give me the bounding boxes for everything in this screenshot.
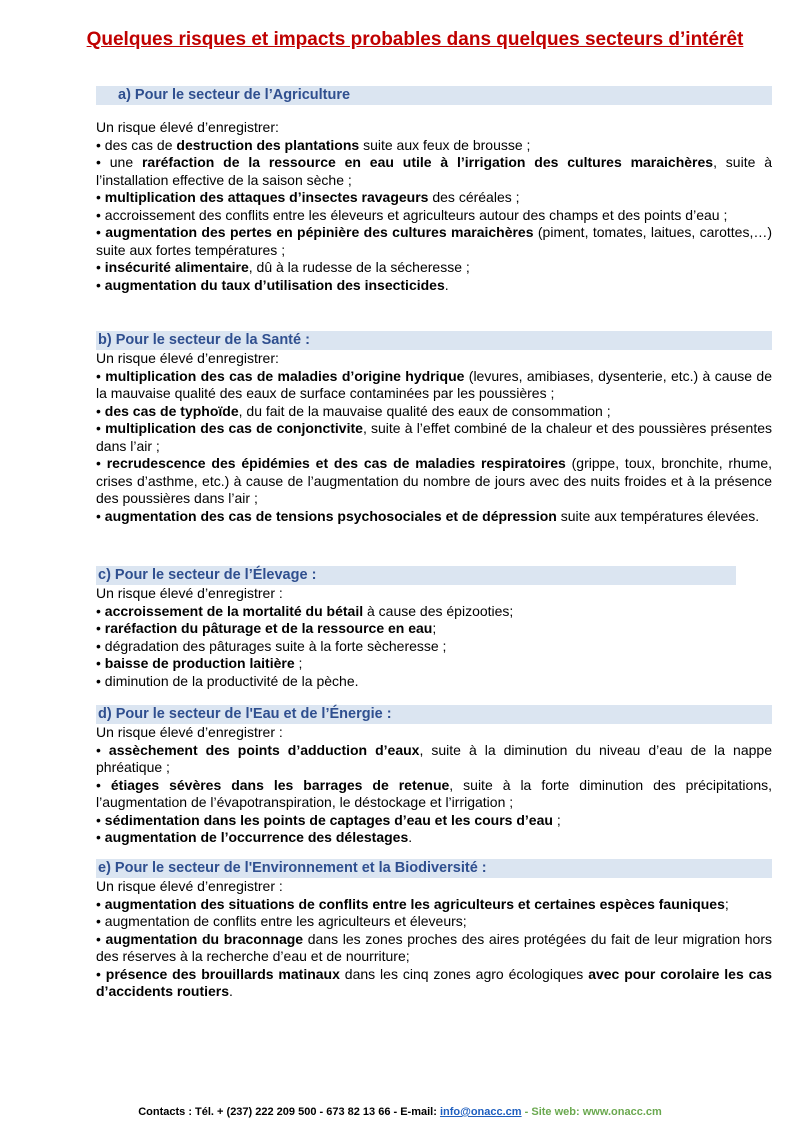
list-item (96, 420, 772, 455)
item-text: • (96, 189, 105, 205)
item-text: suite aux températures élevées. (556, 507, 760, 524)
item-emphasis: augmentation des situations de conflits entre les agriculteurs et certaines espèces fauniques (104, 895, 725, 912)
item-text: (levures, amibiases, dysenterie, etc.) à cause de la mauvaise qualité des eaux de surface contaminées par les poussières ; (96, 367, 772, 401)
item-text: dans les zones proches des aires protégées du fait de leur migration hors des réserves à la recherche d’eau et de nourriture; (96, 930, 773, 964)
item-text: • dégradation des pâturages suite à la forte sècheresse ; (96, 637, 447, 654)
item-text: ; (724, 895, 729, 912)
item-text: . (408, 829, 413, 845)
item-text: des céréales ; (428, 189, 520, 205)
item-emphasis: recrudescence des épidémies et des cas de maladies respiratoires (106, 455, 566, 471)
list-item (96, 620, 772, 638)
section-body (96, 878, 772, 1001)
section-heading: e) Pour le secteur de l'Environnement et la Biodiversité : (96, 859, 772, 878)
section-eau-energie (96, 705, 772, 847)
section-heading: b) Pour le secteur de la Santé : (96, 331, 772, 350)
item-text: • (96, 602, 105, 619)
item-emphasis: multiplication des attaques d’insectes ravageurs (104, 189, 429, 205)
item-emphasis: augmentation des cas de tensions psychosociales et de dépression (104, 507, 557, 524)
section-environnement (96, 859, 772, 1001)
item-text: , suite à l’installation effective de la saison sèche ; (96, 154, 773, 188)
item-text: • (96, 402, 105, 419)
item-emphasis: raréfaction du pâturage et de la ressource en eau (104, 620, 433, 636)
list-item (96, 673, 772, 691)
list-item (96, 224, 772, 259)
item-text: • (96, 811, 105, 828)
item-emphasis: destruction des plantations (176, 136, 360, 153)
item-emphasis: avec pour corolaire les cas d’accidents routiers (96, 965, 772, 999)
footer-separator: - (521, 1106, 532, 1118)
footer-website[interactable]: Site web: www.onacc.cm (531, 1106, 662, 1118)
list-item (96, 655, 772, 673)
section-body (96, 119, 772, 294)
list-item (96, 913, 772, 931)
list-item (96, 896, 772, 914)
list-item (96, 508, 772, 526)
section-sante (96, 331, 772, 525)
item-emphasis: augmentation du taux d’utilisation des insecticides (104, 276, 445, 293)
list-item (96, 455, 772, 508)
list-item (96, 403, 772, 421)
item-text: • une (96, 154, 142, 170)
section-body (96, 585, 772, 690)
list-item (96, 777, 772, 812)
list-item (96, 259, 772, 277)
item-text: • (96, 224, 106, 240)
section-heading: d) Pour le secteur de l'Eau et de l’Énergie : (96, 705, 772, 724)
footer (0, 1106, 800, 1118)
list-item (96, 277, 772, 295)
section-body (96, 350, 772, 525)
item-emphasis: présence des brouillards matinaux (105, 965, 340, 982)
item-emphasis: des cas de typhoïde (104, 402, 239, 419)
section-intro: Un risque élevé d’enregistrer : (96, 878, 283, 894)
list-item (96, 812, 772, 830)
item-text: • (96, 367, 106, 384)
item-text: ; (552, 811, 561, 828)
item-text: • (96, 741, 109, 758)
list-item (96, 137, 772, 155)
item-text: ; (294, 655, 303, 671)
section-heading: c) Pour le secteur de l’Élevage : (96, 566, 736, 585)
section-heading: a) Pour le secteur de l’Agriculture (96, 86, 772, 105)
item-text: (grippe, toux, bronchite, rhume, crises d’asthme, etc.) à cause de l’augmentation du nombre de jours avec des nuits froides et à la présence des poussières dans l’air ; (96, 455, 772, 506)
item-emphasis: augmentation de l’occurrence des délestages (104, 829, 409, 845)
list-item (96, 638, 772, 656)
item-emphasis: étiages sévères dans les barrages de retenue (110, 776, 450, 793)
item-text: • (96, 776, 111, 793)
section-intro: Un risque élevé d’enregistrer : (96, 585, 283, 601)
item-emphasis: multiplication des cas de conjonctivite (105, 420, 363, 436)
item-text: • (96, 655, 105, 671)
item-emphasis: augmentation du braconnage (105, 930, 304, 947)
item-text: • des cas de (96, 136, 177, 153)
item-text: . (229, 983, 233, 999)
item-text: • (96, 420, 106, 436)
list-item (96, 368, 772, 403)
item-text: • (96, 965, 106, 982)
item-text: • (96, 507, 105, 524)
item-text: • (96, 930, 106, 947)
section-intro: Un risque élevé d’enregistrer: (96, 119, 279, 135)
item-text: • (96, 620, 105, 636)
item-text: ; (432, 620, 437, 636)
item-text: • (96, 455, 107, 471)
item-text: • (96, 829, 105, 845)
list-item (96, 966, 772, 1001)
item-text: , suite à l’effet combiné de la chaleur et des poussières présentes dans l’air ; (96, 420, 772, 454)
footer-contacts: Contacts : Tél. + (237) 222 209 500 - 673 82 13 66 - E-mail: (138, 1106, 440, 1118)
section-agriculture (96, 86, 772, 294)
item-emphasis: multiplication des cas de maladies d’origine hydrique (105, 367, 465, 384)
section-intro: Un risque élevé d’enregistrer : (96, 724, 283, 740)
section-body (96, 724, 772, 847)
item-text: • accroissement des conflits entre les éleveurs et agriculteurs autour des champs et des points d’eau ; (96, 206, 728, 223)
item-text: , suite à la forte diminution des précipitations, l’augmentation de l’évapotranspiration, le déstockage et l’irrigation ; (96, 776, 772, 810)
item-text: , suite à la diminution du niveau d’eau de la nappe phréatique ; (96, 741, 772, 775)
list-item (96, 189, 772, 207)
item-emphasis: assèchement des points d’adduction d’eaux (108, 741, 420, 758)
list-item (96, 931, 772, 966)
list-item (96, 154, 772, 189)
footer-email-link[interactable]: info@onacc.cm (439, 1106, 522, 1118)
section-elevage (96, 566, 772, 690)
item-text: • augmentation de conflits entre les agriculteurs et éleveurs; (96, 913, 467, 929)
item-emphasis: sédimentation dans les points de captages d’eau et les cours d’eau (104, 811, 553, 828)
item-emphasis: augmentation des pertes en pépinière des cultures maraichères (105, 224, 534, 240)
item-text: • (96, 259, 105, 275)
item-text: à cause des épizooties; (363, 602, 514, 619)
list-item (96, 829, 772, 847)
list-item (96, 207, 772, 225)
item-text: • (96, 895, 105, 912)
list-item (96, 742, 772, 777)
item-emphasis: accroissement de la mortalité du bétail (104, 602, 364, 619)
list-item (96, 603, 772, 621)
item-text: dans les cinq zones agro écologiques (339, 965, 589, 982)
item-emphasis: baisse de production laitière (104, 655, 295, 671)
page-title: Quelques risques et impacts probables dans quelques secteurs d’intérêt (86, 29, 744, 50)
item-text: , du fait de la mauvaise qualité des eaux de consommation ; (238, 402, 611, 419)
item-text: . (444, 276, 449, 293)
item-text: , dû à la rudesse de la sécheresse ; (248, 259, 470, 275)
item-emphasis: raréfaction de la ressource en eau utile à l’irrigation des cultures maraichères (141, 154, 714, 170)
item-text: suite aux feux de brousse ; (359, 136, 531, 153)
item-text: • (96, 276, 105, 293)
item-text: (piment, tomates, laitues, carottes,…) suite aux fortes températures ; (96, 224, 772, 258)
item-emphasis: insécurité alimentaire (104, 259, 249, 275)
section-intro: Un risque élevé d’enregistrer: (96, 350, 279, 366)
item-text: • diminution de la productivité de la pèche. (96, 672, 359, 689)
